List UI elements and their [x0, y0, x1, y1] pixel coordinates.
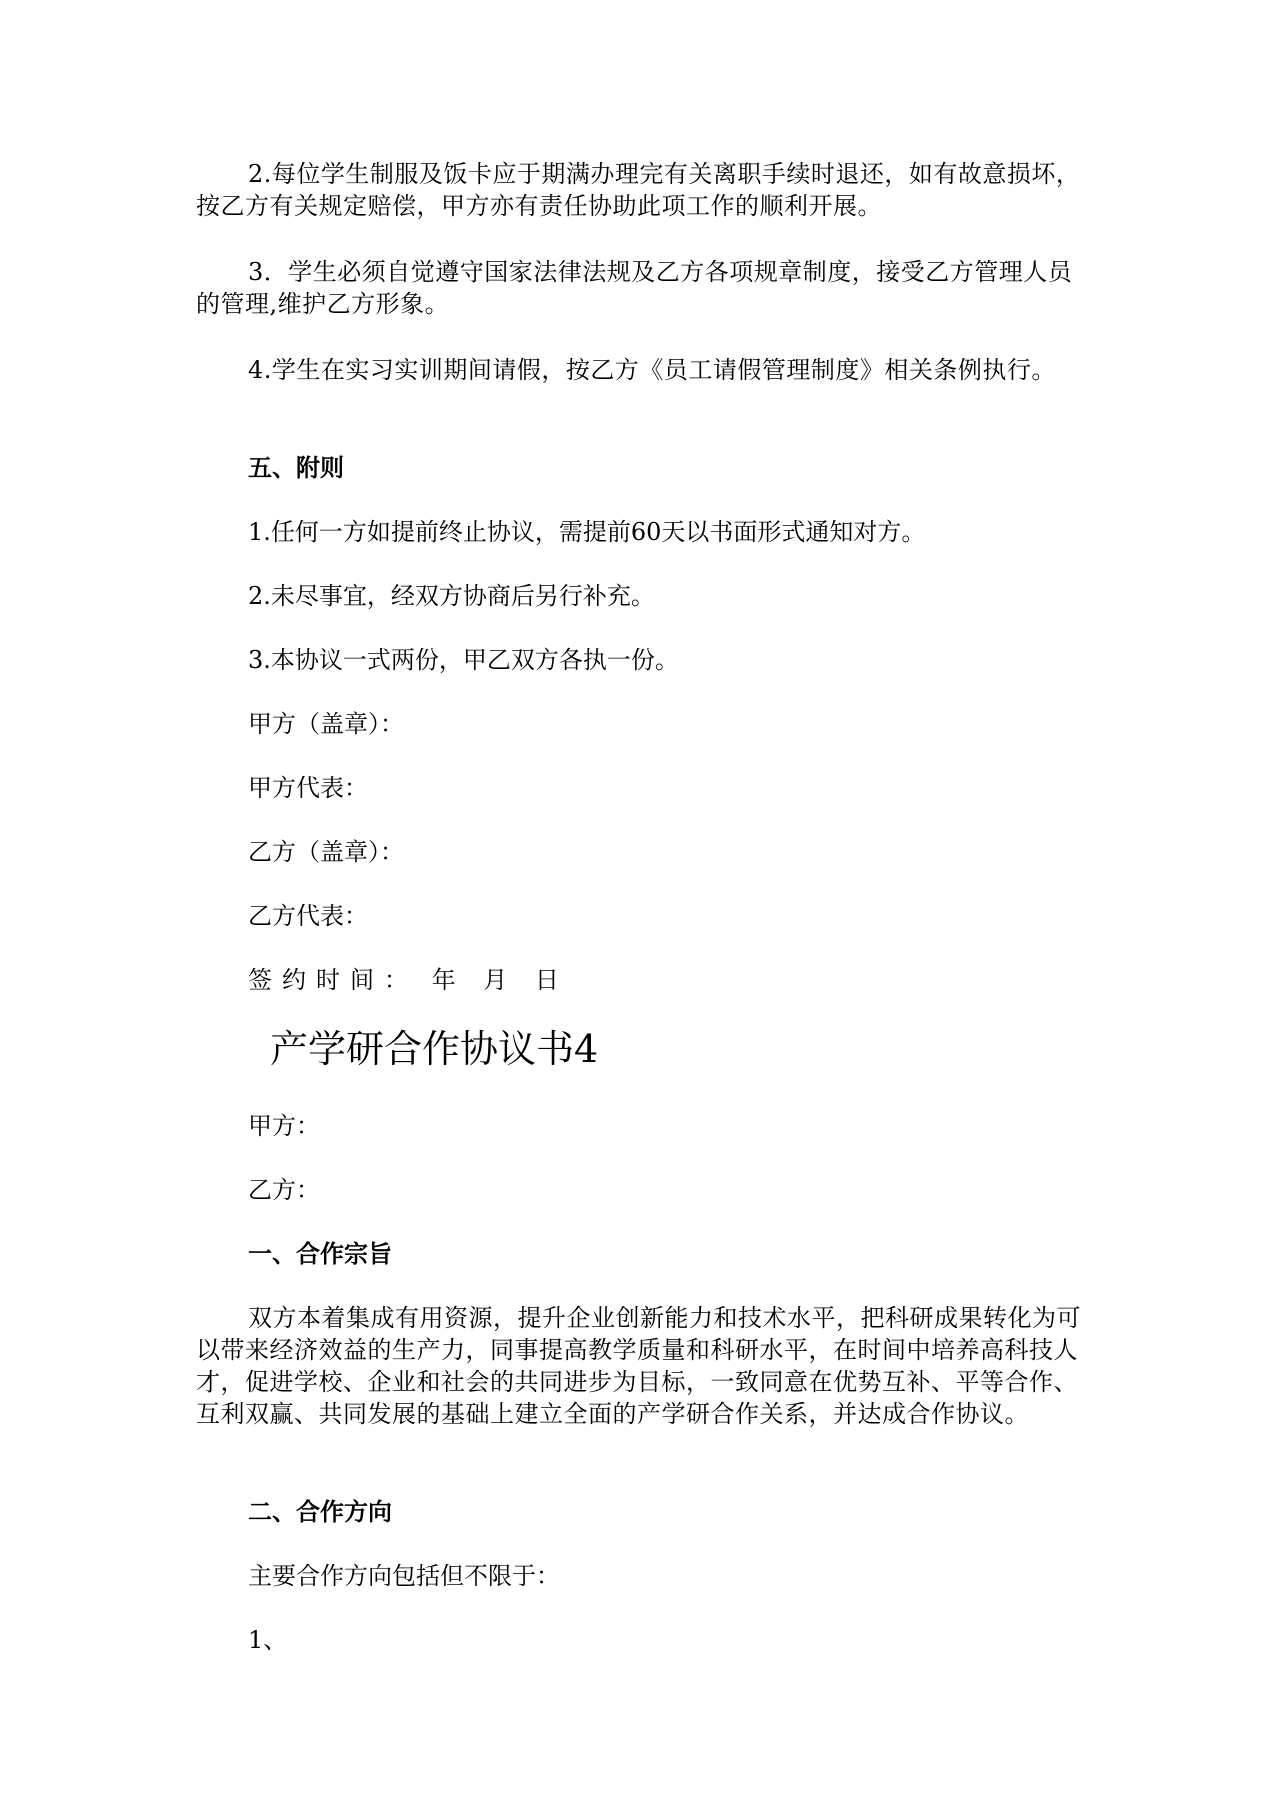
section-2-heading: 二、合作方向	[248, 1498, 392, 1526]
party-a-label: 甲方：	[248, 1112, 320, 1140]
section-2-intro: 主要合作方向包括但不限于：	[248, 1562, 560, 1590]
party-b-seal-label: 乙方（盖章）：	[248, 838, 404, 866]
section-1-heading: 一、合作宗旨	[248, 1240, 392, 1268]
appendix-item-2: 2.未尽事宜，经双方协商后另行补充。	[248, 582, 655, 610]
section-1-body: 双方本着集成有用资源，提升企业创新能力和技术水平，把科研成果转化为可以带来经济效益的生产力，同事提高教学质量和科研水平，在时间中培养高科技人才，促进学校、企业和社会的共同进步为目标，一致同意在优势互补、平等合作、互利双赢、共同发展的基础上建立全面的产学研合作关系，并达成合作协议。	[196, 1304, 1081, 1428]
party-b-label: 乙方：	[248, 1176, 320, 1204]
sign-time-value: 年 月 日	[431, 966, 569, 994]
appendix-item-1: 1.任何一方如提前终止协议，需提前60天以书面形式通知对方。	[248, 518, 926, 546]
agreement-title: 产学研合作协议书4	[270, 1027, 599, 1071]
clause-3-paragraph: 3．学生必须自觉遵守国家法律法规及乙方各项规章制度，接受乙方管理人员的管理,维护乙方形象。	[196, 258, 1073, 318]
appendix-item-3: 3.本协议一式两份，甲乙双方各执一份。	[248, 646, 679, 674]
party-a-seal-label: 甲方（盖章）：	[248, 710, 404, 738]
sign-time-row	[248, 964, 569, 996]
appendix-heading: 五、附则	[248, 454, 344, 482]
clause-2-paragraph: 2.每位学生制服及饭卡应于期满办理完有关离职手续时退还，如有故意损坏，按乙方有关规定赔偿，甲方亦有责任协助此项工作的顺利开展。	[196, 160, 1081, 220]
section-2-item-1: 1、	[248, 1626, 288, 1654]
party-b-rep-label: 乙方代表：	[248, 902, 368, 930]
clause-4-paragraph: 4.学生在实习实训期间请假，按乙方《员工请假管理制度》相关条例执行。	[248, 356, 1056, 384]
sign-time-label: 签约时间：	[248, 966, 418, 994]
party-a-rep-label: 甲方代表：	[248, 774, 368, 802]
